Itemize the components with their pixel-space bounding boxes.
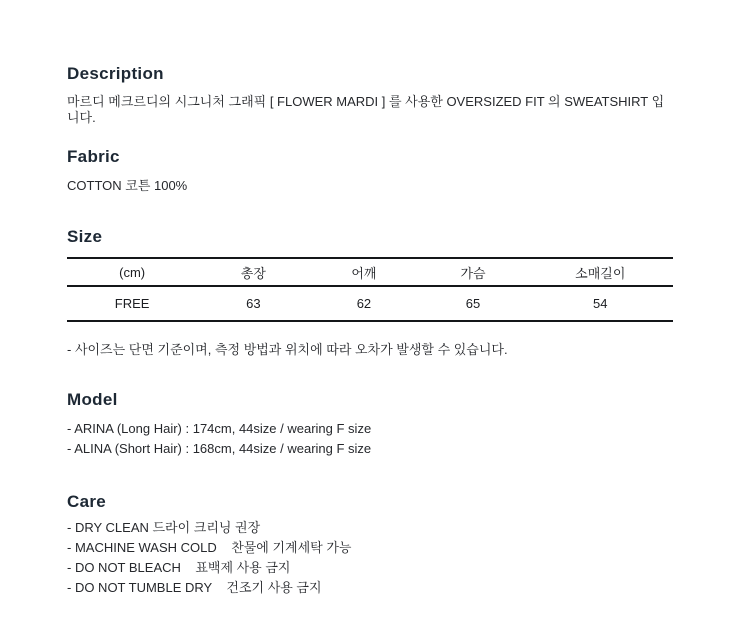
care-line: - DO NOT TUMBLE DRY 건조기 사용 금지 xyxy=(67,580,322,595)
description-text: 마르디 메크르디의 시그니처 그래픽 [ FLOWER MARDI ] 를 사용한 OVERSIZED FIT 의 SWEATSHIRT 입니다. xyxy=(67,94,665,125)
care-line: - DRY CLEAN 드라이 크리닝 권장 xyxy=(67,520,261,535)
size-table-header-cell: 어깨 xyxy=(351,265,377,281)
fabric-heading: Fabric xyxy=(67,147,120,166)
size-table-header-cell: 가슴 xyxy=(460,265,486,281)
care-line: - DO NOT BLEACH 표백제 사용 금지 xyxy=(67,560,291,575)
size-table-header-row xyxy=(67,258,673,286)
care-line: - MACHINE WASH COLD 찬물에 기계세탁 가능 xyxy=(67,540,352,555)
size-heading: Size xyxy=(67,227,103,246)
size-table-cell: 62 xyxy=(356,296,372,311)
size-table-data-row xyxy=(67,286,673,321)
care-heading: Care xyxy=(67,492,107,511)
care-lines xyxy=(67,518,351,598)
size-table-header-cell: 총장 xyxy=(240,265,266,281)
size-table-header-cell: (cm) xyxy=(119,264,146,280)
size-note: - 사이즈는 단면 기준이며, 측정 방법과 위치에 따라 오차가 발생할 수 있습니다. xyxy=(67,342,508,357)
size-table-cell: 65 xyxy=(465,296,481,311)
model-line: - ALINA (Short Hair) : 168cm, 44size / wearing F size xyxy=(67,441,372,456)
size-table-cell: 63 xyxy=(246,296,261,311)
size-table xyxy=(67,257,673,322)
size-table-cell: 54 xyxy=(593,296,608,311)
model-line: - ARINA (Long Hair) : 174cm, 44size / wearing F size xyxy=(67,421,372,436)
model-lines xyxy=(67,419,371,459)
model-heading: Model xyxy=(67,390,118,409)
description-heading: Description xyxy=(67,64,164,83)
size-table-header-cell: 소매길이 xyxy=(575,265,626,281)
size-table-cell: FREE xyxy=(114,296,150,311)
fabric-text: COTTON 코튼 100% xyxy=(67,178,188,193)
